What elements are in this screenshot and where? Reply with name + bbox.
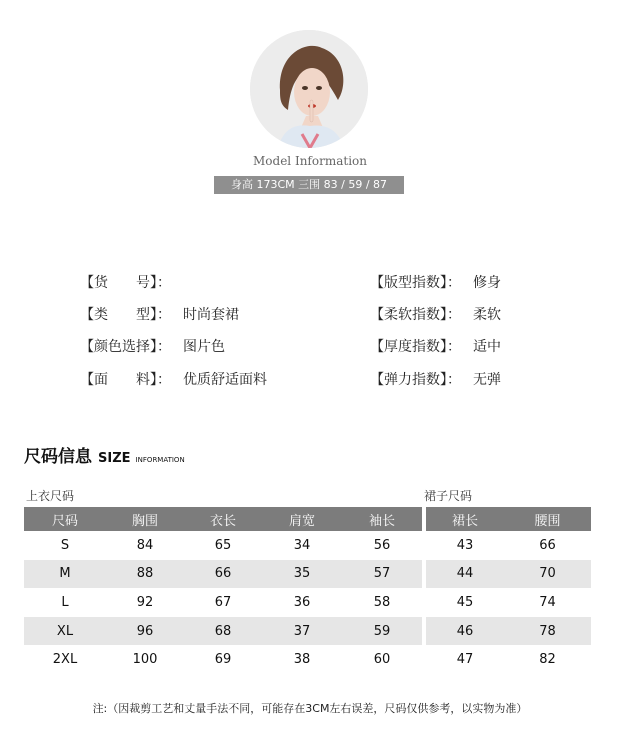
model-portrait-illustration: [250, 30, 368, 148]
attribute-value: 柔软: [473, 307, 501, 323]
table-header-row: [426, 507, 591, 531]
table-cell: 84: [136, 537, 154, 553]
attribute-fit-index: [370, 272, 501, 292]
skirt-size-label: 裙子尺码: [424, 489, 473, 503]
table-row: [426, 588, 591, 617]
table-cell: 66: [539, 537, 556, 553]
table-cell: 82: [539, 652, 556, 668]
column-header: 肩宽: [262, 507, 342, 531]
table-row: [24, 645, 422, 674]
top-size-table: [24, 507, 422, 674]
column-header: 袖长: [342, 507, 422, 531]
table-cell: XL: [24, 617, 106, 646]
table-cell: 69: [214, 652, 232, 668]
attribute-type: [80, 304, 239, 324]
attribute-value: 优质舒适面料: [183, 372, 267, 388]
model-avatar: [250, 30, 368, 148]
model-information-title: Model Information: [253, 154, 367, 168]
table-row: [426, 531, 591, 560]
table-row: [426, 645, 591, 674]
table-cell: 70: [504, 560, 591, 589]
table-cell: L: [61, 594, 69, 610]
table-cell: 44: [426, 560, 504, 589]
table-cell: 59: [342, 617, 422, 646]
table-cell: S: [60, 537, 70, 553]
top-size-label: 上衣尺码: [26, 489, 75, 503]
table-cell: 78: [504, 617, 591, 646]
table-row: [426, 617, 591, 646]
attribute-label: 【颜色选择】：: [80, 339, 171, 355]
attribute-value: 无弹: [473, 372, 501, 388]
size-title-en-small: INFORMATION: [135, 456, 185, 464]
attribute-label: 【类 型】：: [80, 307, 171, 323]
table-cell: 60: [373, 652, 391, 668]
table-cell: 37: [262, 617, 342, 646]
table-cell: 35: [262, 560, 342, 589]
table-cell: 68: [184, 617, 262, 646]
column-header: 裙长: [426, 507, 504, 531]
attribute-label: 【货 号】：: [80, 275, 171, 291]
attribute-label: 【厚度指数】：: [370, 339, 461, 355]
table-cell: 2XL: [52, 652, 78, 668]
table-cell: 92: [136, 594, 154, 610]
table-cell: 58: [373, 594, 391, 610]
table-cell: 57: [342, 560, 422, 589]
table-cell: 66: [184, 560, 262, 589]
measurement-footnote: 注:（因裁剪工艺和丈量手法不同，可能存在3CM左右误差，尺码仅供参考，以实物为准）: [92, 702, 528, 715]
skirt-size-table: [426, 507, 591, 674]
table-cell: 34: [293, 537, 311, 553]
attribute-label: 【柔软指数】：: [370, 307, 461, 323]
column-header: 衣长: [184, 507, 262, 531]
table-row: [24, 531, 422, 560]
attribute-value: 时尚套裙: [183, 307, 239, 323]
table-row: [426, 560, 591, 589]
column-header: 胸围: [106, 507, 184, 531]
table-cell: 47: [456, 652, 474, 668]
attribute-item-number: [80, 272, 183, 292]
column-header: 尺码: [24, 507, 106, 531]
attribute-label: 【弹力指数】：: [370, 372, 461, 388]
table-header-row: [24, 507, 422, 531]
table-row: [24, 617, 422, 646]
table-cell: 88: [106, 560, 184, 589]
attribute-thickness-index: [370, 336, 501, 356]
table-row: [24, 560, 422, 589]
attribute-label: 【面 料】：: [80, 372, 171, 388]
attribute-value: 适中: [473, 339, 501, 355]
model-stats-bar: 身高 173CM 三围 83 / 59 / 87: [214, 176, 404, 194]
attribute-color: [80, 336, 225, 356]
table-cell: 45: [456, 594, 474, 610]
table-cell: 36: [293, 594, 311, 610]
attribute-value: 图片色: [183, 339, 225, 355]
table-cell: M: [24, 560, 106, 589]
column-header: 腰围: [504, 507, 591, 531]
table-cell: 96: [106, 617, 184, 646]
table-cell: 65: [214, 537, 232, 553]
attribute-value: 修身: [473, 275, 501, 291]
attribute-label: 【版型指数】：: [370, 275, 461, 291]
attribute-fabric: [80, 369, 267, 389]
table-cell: 46: [426, 617, 504, 646]
size-title-en: SIZE: [98, 451, 131, 466]
table-cell: 43: [456, 537, 474, 553]
table-row: [24, 588, 422, 617]
attribute-softness-index: [370, 304, 501, 324]
table-cell: 56: [373, 537, 391, 553]
table-cell: 100: [132, 652, 158, 668]
size-information-heading: [24, 442, 185, 467]
size-title-cn: 尺码信息: [24, 447, 92, 467]
attribute-elasticity-index: [370, 369, 501, 389]
table-cell: 74: [539, 594, 556, 610]
table-cell: 67: [214, 594, 232, 610]
table-cell: 38: [293, 652, 311, 668]
